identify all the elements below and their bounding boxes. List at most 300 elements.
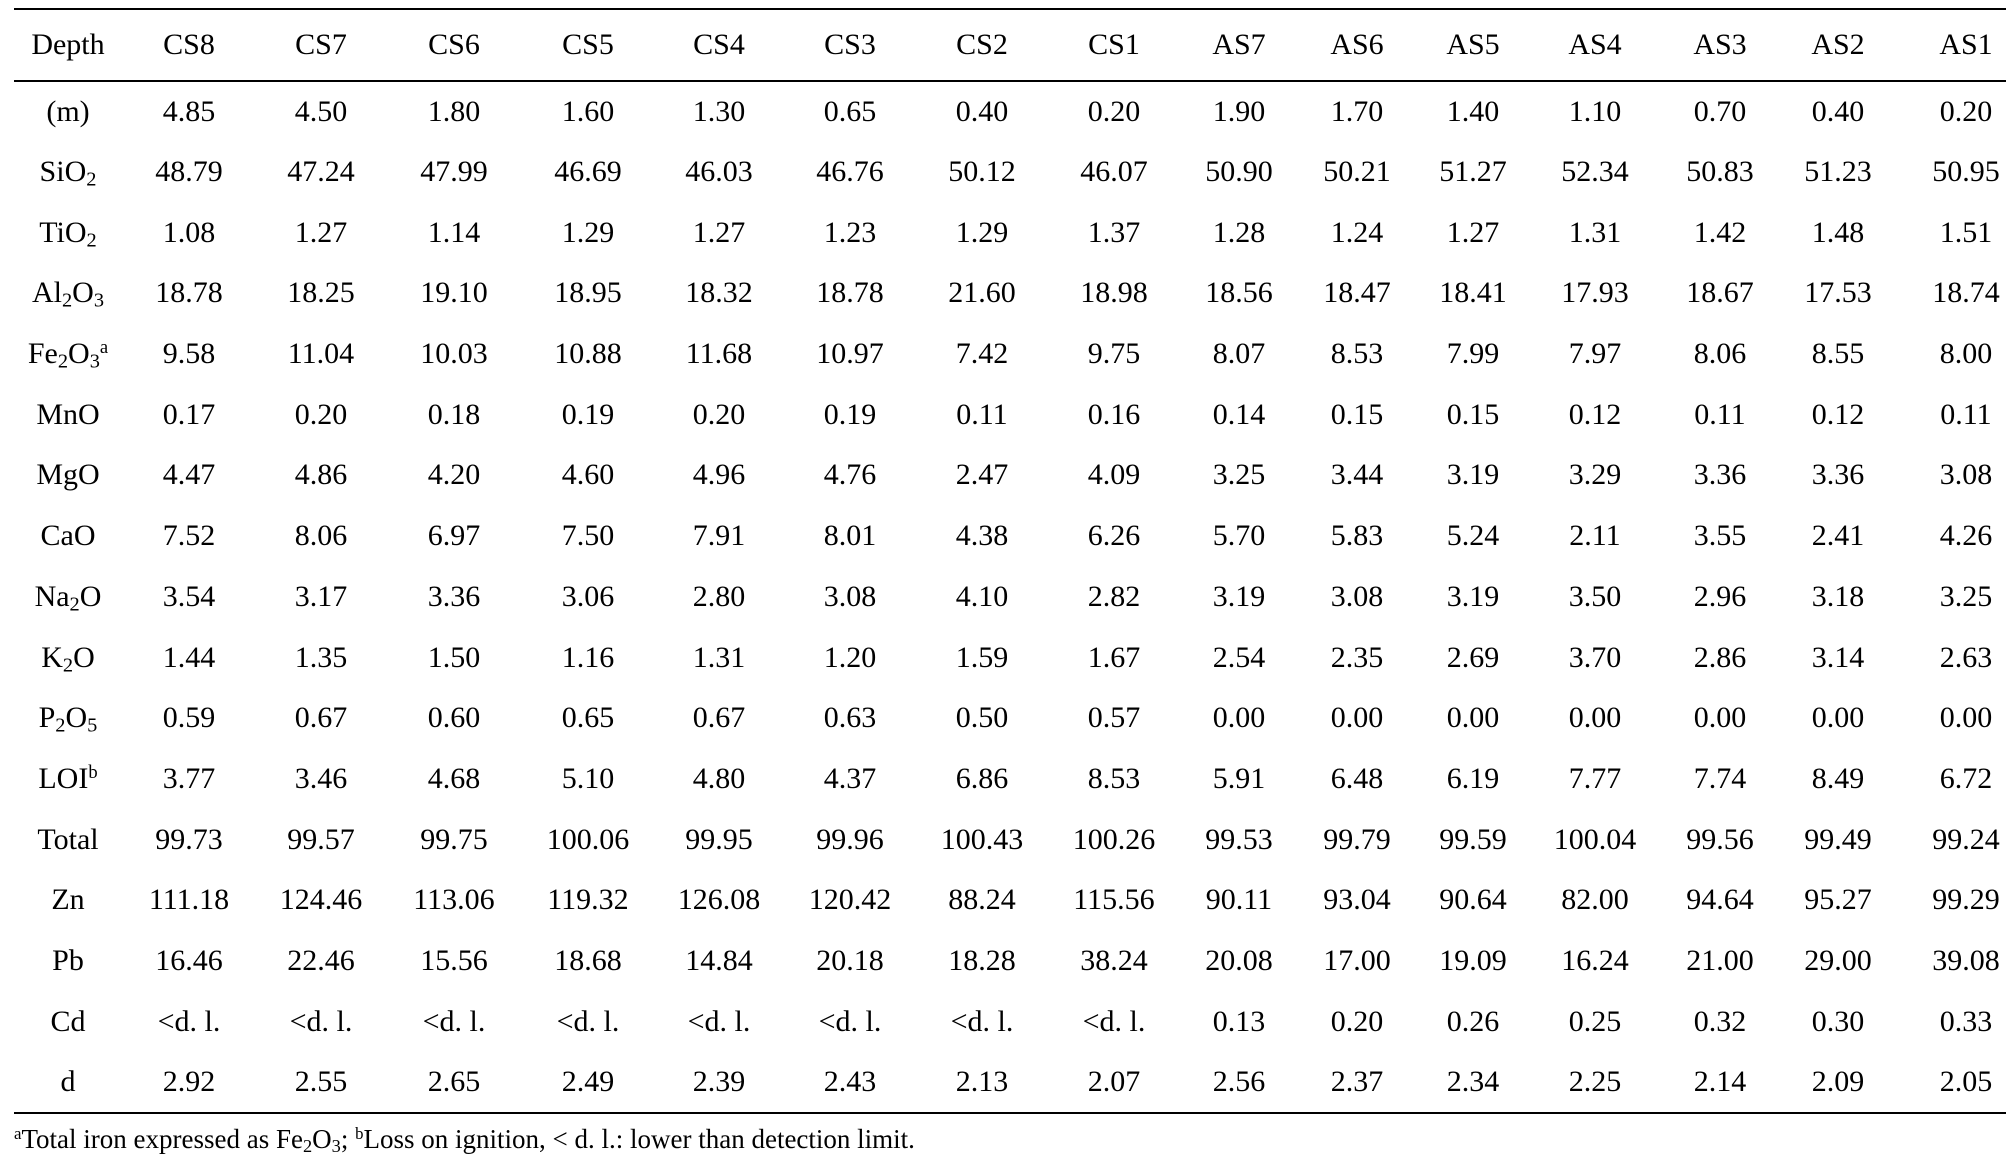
table-cell: 18.98 bbox=[1080, 276, 1148, 310]
header-sample-as3: AS3 bbox=[1660, 9, 1780, 81]
table-cell: 2.39 bbox=[654, 1052, 784, 1113]
table-cell: 0.40 bbox=[955, 94, 1009, 128]
table-cell: 1.29 bbox=[955, 215, 1009, 249]
table-cell: 99.59 bbox=[1439, 822, 1507, 856]
table-cell: 3.08 bbox=[1939, 458, 1993, 492]
text-run: O bbox=[312, 1124, 332, 1154]
table-cell: 47.99 bbox=[420, 155, 488, 189]
table-cell: 1.10 bbox=[1568, 94, 1622, 128]
table-row bbox=[14, 931, 2006, 992]
row-label bbox=[14, 263, 122, 324]
table-cell: 3.06 bbox=[561, 579, 615, 613]
table-cell: 2.25 bbox=[1530, 1052, 1660, 1113]
text-run: SiO bbox=[39, 155, 87, 189]
table-cell: 0.26 bbox=[1446, 1004, 1500, 1038]
table-cell: 99.49 bbox=[1804, 822, 1872, 856]
table-cell: 0.70 bbox=[1693, 94, 1747, 128]
subscript: 2 bbox=[61, 289, 73, 312]
table-row bbox=[14, 506, 2006, 567]
table-row bbox=[14, 749, 2006, 810]
text-run: LOI bbox=[38, 761, 89, 795]
table-cell: 0.13 bbox=[1212, 1004, 1266, 1038]
table-cell: 2.41 bbox=[1811, 519, 1865, 553]
subscript: 3 bbox=[331, 1136, 341, 1157]
subscript: 2 bbox=[69, 593, 80, 616]
table-cell: 4.96 bbox=[692, 458, 746, 492]
table-cell: 4.09 bbox=[1087, 458, 1141, 492]
table-cell: 99.73 bbox=[155, 822, 223, 856]
header-sample-as2: AS2 bbox=[1780, 9, 1896, 81]
table-cell: 8.07 bbox=[1212, 337, 1266, 371]
table-cell: 95.27 bbox=[1804, 883, 1872, 917]
text-run: O bbox=[73, 640, 95, 674]
row-label bbox=[14, 688, 122, 749]
table-cell: 3.44 bbox=[1330, 458, 1384, 492]
table-cell: 2.54 bbox=[1212, 640, 1266, 674]
table-cell: 1.24 bbox=[1330, 215, 1384, 249]
table-cell: 0.57 bbox=[1087, 701, 1141, 735]
table-cell: 0.17 bbox=[162, 397, 216, 431]
row-label bbox=[14, 324, 122, 385]
table-row bbox=[14, 1052, 2006, 1113]
table-cell: 17.93 bbox=[1561, 276, 1629, 310]
table-cell: 0.12 bbox=[1811, 397, 1865, 431]
table-cell: 18.25 bbox=[287, 276, 355, 310]
table-cell: 100.06 bbox=[546, 822, 630, 856]
table-cell: 8.53 bbox=[1087, 761, 1141, 795]
table-row bbox=[14, 81, 2006, 142]
table-cell: 18.47 bbox=[1323, 276, 1391, 310]
table-cell: 120.42 bbox=[808, 883, 892, 917]
table-cell: 0.00 bbox=[1939, 701, 1993, 735]
table-cell: 29.00 bbox=[1804, 943, 1872, 977]
table-cell: 4.60 bbox=[561, 458, 615, 492]
table-cell: 5.70 bbox=[1212, 519, 1266, 553]
table-row bbox=[14, 627, 2006, 688]
table-cell: 100.26 bbox=[1072, 822, 1156, 856]
table-cell: 2.09 bbox=[1780, 1052, 1896, 1113]
table-cell: 21.00 bbox=[1686, 943, 1754, 977]
table-cell: 3.25 bbox=[1212, 458, 1266, 492]
table-cell: 8.01 bbox=[823, 519, 877, 553]
table-cell: 90.11 bbox=[1205, 883, 1273, 917]
table-cell: 0.20 bbox=[1939, 94, 1993, 128]
table-cell: 0.67 bbox=[294, 701, 348, 735]
row-label bbox=[14, 202, 122, 263]
table-cell: 2.47 bbox=[955, 458, 1009, 492]
text-run: Total iron expressed as Fe bbox=[21, 1124, 303, 1154]
table-cell: 18.78 bbox=[816, 276, 884, 310]
subscript: 3 bbox=[93, 289, 105, 312]
table-cell: 1.14 bbox=[427, 215, 481, 249]
table-cell: 5.83 bbox=[1330, 519, 1384, 553]
table-cell: 0.11 bbox=[1940, 397, 1992, 431]
table-cell: 50.21 bbox=[1323, 155, 1391, 189]
table-cell: 99.56 bbox=[1686, 822, 1754, 856]
table-cell: 2.49 bbox=[522, 1052, 654, 1113]
row-label bbox=[14, 870, 122, 931]
table-cell: 0.00 bbox=[1212, 701, 1266, 735]
table-cell: 8.06 bbox=[294, 519, 348, 553]
table-cell: 0.14 bbox=[1212, 397, 1266, 431]
table-cell: 7.52 bbox=[162, 519, 216, 553]
table-cell: 1.27 bbox=[1446, 215, 1500, 249]
table-cell: 8.00 bbox=[1939, 337, 1993, 371]
table-cell: 2.11 bbox=[1569, 519, 1621, 553]
table-cell: 50.90 bbox=[1205, 155, 1273, 189]
table-cell: 2.80 bbox=[692, 579, 746, 613]
table-cell: 2.92 bbox=[122, 1052, 256, 1113]
table-cell: 0.18 bbox=[427, 397, 481, 431]
table-cell: 0.19 bbox=[561, 397, 615, 431]
table-cell: 2.05 bbox=[1896, 1052, 2006, 1113]
table-cell: 6.97 bbox=[427, 519, 481, 553]
table-cell: 100.43 bbox=[940, 822, 1024, 856]
header-sample-cs7: CS7 bbox=[256, 9, 386, 81]
table-cell: 93.04 bbox=[1323, 883, 1391, 917]
table-cell: 7.42 bbox=[955, 337, 1009, 371]
row-label bbox=[14, 506, 122, 567]
table-cell: 7.77 bbox=[1568, 761, 1622, 795]
header-depth: Depth bbox=[14, 9, 122, 81]
table-cell: 3.70 bbox=[1568, 640, 1622, 674]
table-cell: 3.29 bbox=[1568, 458, 1622, 492]
table-cell: 18.68 bbox=[554, 943, 622, 977]
row-label bbox=[14, 384, 122, 445]
table-cell: 1.30 bbox=[692, 94, 746, 128]
subscript: 2 bbox=[57, 350, 69, 373]
row-label bbox=[14, 627, 122, 688]
table-cell: 1.48 bbox=[1811, 215, 1865, 249]
header-sample-as7: AS7 bbox=[1180, 9, 1298, 81]
table-cell: 3.18 bbox=[1811, 579, 1865, 613]
table-cell: <d. l. bbox=[556, 1004, 620, 1038]
table-cell: 48.79 bbox=[155, 155, 223, 189]
table-cell: 50.83 bbox=[1686, 155, 1754, 189]
table-cell: 3.77 bbox=[162, 761, 216, 795]
table-cell: 0.32 bbox=[1693, 1004, 1747, 1038]
row-label bbox=[14, 809, 122, 870]
table-cell: 19.09 bbox=[1439, 943, 1507, 977]
table-cell: 1.35 bbox=[294, 640, 348, 674]
table-cell: 18.56 bbox=[1205, 276, 1273, 310]
table-cell: 0.60 bbox=[427, 701, 481, 735]
table-cell: 1.27 bbox=[294, 215, 348, 249]
table-cell: 3.25 bbox=[1939, 579, 1993, 613]
table-row bbox=[14, 202, 2006, 263]
table-cell: 0.20 bbox=[1087, 94, 1141, 128]
table-cell: 1.70 bbox=[1330, 94, 1384, 128]
row-label bbox=[14, 567, 122, 628]
table-cell: 1.40 bbox=[1446, 94, 1500, 128]
table-cell: 119.32 bbox=[547, 883, 629, 917]
table-cell: 15.56 bbox=[420, 943, 488, 977]
header-sample-cs1: CS1 bbox=[1048, 9, 1180, 81]
table-cell: 1.60 bbox=[561, 94, 615, 128]
table-cell: 1.67 bbox=[1087, 640, 1141, 674]
subscript: 3 bbox=[89, 350, 100, 373]
table-cell: 3.54 bbox=[162, 579, 216, 613]
table-cell: 99.95 bbox=[685, 822, 753, 856]
table-cell: 39.08 bbox=[1932, 943, 2000, 977]
row-label bbox=[14, 991, 122, 1052]
row-label bbox=[14, 445, 122, 506]
table-cell: 1.08 bbox=[162, 215, 216, 249]
table-header-row bbox=[14, 9, 2006, 81]
table-cell: 0.00 bbox=[1568, 701, 1622, 735]
header-sample-as6: AS6 bbox=[1298, 9, 1416, 81]
table-cell: 4.47 bbox=[162, 458, 216, 492]
table-footnote bbox=[14, 1124, 915, 1155]
table-cell: 3.19 bbox=[1446, 458, 1500, 492]
table-cell: 4.37 bbox=[823, 761, 877, 795]
subscript: 2 bbox=[86, 168, 97, 191]
table-cell: 100.04 bbox=[1553, 822, 1637, 856]
table-cell: 2.07 bbox=[1048, 1052, 1180, 1113]
table-cell: 21.60 bbox=[948, 276, 1016, 310]
table-row bbox=[14, 809, 2006, 870]
table-cell: 18.28 bbox=[948, 943, 1016, 977]
table-cell: 1.90 bbox=[1212, 94, 1266, 128]
table-cell: 0.25 bbox=[1568, 1004, 1622, 1038]
text-run: ; bbox=[340, 1124, 356, 1154]
table-cell: <d. l. bbox=[950, 1004, 1014, 1038]
header-sample-cs3: CS3 bbox=[784, 9, 916, 81]
table-cell: 3.55 bbox=[1693, 519, 1747, 553]
table-cell: 18.67 bbox=[1686, 276, 1754, 310]
table-cell: 124.46 bbox=[279, 883, 363, 917]
table-cell: 0.00 bbox=[1811, 701, 1865, 735]
table-cell: 8.53 bbox=[1330, 337, 1384, 371]
table-cell: 3.19 bbox=[1212, 579, 1266, 613]
table-cell: 0.63 bbox=[823, 701, 877, 735]
table-cell: 7.99 bbox=[1446, 337, 1500, 371]
superscript: a bbox=[99, 336, 109, 358]
table-row bbox=[14, 445, 2006, 506]
table-cell: 2.14 bbox=[1660, 1052, 1780, 1113]
table-cell: 11.04 bbox=[287, 337, 355, 371]
header-sample-cs2: CS2 bbox=[916, 9, 1048, 81]
table-cell: 90.64 bbox=[1439, 883, 1507, 917]
table-cell: 19.10 bbox=[420, 276, 488, 310]
table-row bbox=[14, 991, 2006, 1052]
table-cell: 5.10 bbox=[561, 761, 615, 795]
table-cell: 6.48 bbox=[1330, 761, 1384, 795]
table-cell: 0.11 bbox=[1694, 397, 1746, 431]
table-cell: 8.06 bbox=[1693, 337, 1747, 371]
table-cell: 88.24 bbox=[948, 883, 1016, 917]
table-cell: 0.59 bbox=[162, 701, 216, 735]
table-row bbox=[14, 324, 2006, 385]
table-cell: 4.68 bbox=[427, 761, 481, 795]
table-cell: 3.08 bbox=[1330, 579, 1384, 613]
table-cell: 0.00 bbox=[1693, 701, 1747, 735]
table-cell: 1.31 bbox=[692, 640, 746, 674]
table-row bbox=[14, 870, 2006, 931]
table-cell: 0.65 bbox=[823, 94, 877, 128]
text-run: d bbox=[60, 1064, 76, 1098]
table-cell: 99.24 bbox=[1932, 822, 2000, 856]
table-cell: 7.74 bbox=[1693, 761, 1747, 795]
table-cell: 2.69 bbox=[1446, 640, 1500, 674]
table-cell: 2.55 bbox=[256, 1052, 386, 1113]
table-cell: 17.53 bbox=[1804, 276, 1872, 310]
table-cell: 7.91 bbox=[692, 519, 746, 553]
table-cell: 2.34 bbox=[1416, 1052, 1530, 1113]
table-cell: 8.49 bbox=[1811, 761, 1865, 795]
table-cell: 10.03 bbox=[420, 337, 488, 371]
table-cell: 111.18 bbox=[148, 883, 230, 917]
table-cell: 1.16 bbox=[561, 640, 615, 674]
table-cell: 3.36 bbox=[1811, 458, 1865, 492]
table-cell: 99.75 bbox=[420, 822, 488, 856]
table-cell: 0.00 bbox=[1446, 701, 1500, 735]
table-cell: 2.13 bbox=[916, 1052, 1048, 1113]
table-cell: 6.26 bbox=[1087, 519, 1141, 553]
superscript: a bbox=[14, 1123, 22, 1143]
table-cell: 2.43 bbox=[784, 1052, 916, 1113]
table-cell: 3.14 bbox=[1811, 640, 1865, 674]
table-cell: <d. l. bbox=[687, 1004, 751, 1038]
table-cell: 2.63 bbox=[1939, 640, 1993, 674]
table-cell: 2.56 bbox=[1180, 1052, 1298, 1113]
table-cell: 0.50 bbox=[955, 701, 1009, 735]
table-cell: 20.08 bbox=[1205, 943, 1273, 977]
table-cell: 99.57 bbox=[287, 822, 355, 856]
table-cell: 47.24 bbox=[287, 155, 355, 189]
table-cell: 1.28 bbox=[1212, 215, 1266, 249]
text-run: MnO bbox=[36, 397, 100, 431]
table-cell: 1.50 bbox=[427, 640, 481, 674]
table-cell: 0.19 bbox=[823, 397, 877, 431]
table-cell: 51.23 bbox=[1804, 155, 1872, 189]
table-cell: 0.40 bbox=[1811, 94, 1865, 128]
text-run: Fe bbox=[27, 337, 58, 371]
table-cell: 9.75 bbox=[1087, 337, 1141, 371]
superscript: b bbox=[355, 1123, 364, 1143]
table-cell: 0.67 bbox=[692, 701, 746, 735]
table-cell: 1.59 bbox=[955, 640, 1009, 674]
text-run: O bbox=[65, 701, 88, 735]
row-label bbox=[14, 1052, 122, 1113]
table-cell: 82.00 bbox=[1561, 883, 1629, 917]
table-cell: 3.19 bbox=[1446, 579, 1500, 613]
subscript: 2 bbox=[62, 654, 74, 677]
table-cell: 2.65 bbox=[386, 1052, 522, 1113]
table-cell: 0.30 bbox=[1811, 1004, 1865, 1038]
table-row bbox=[14, 688, 2006, 749]
table-cell: 1.20 bbox=[823, 640, 877, 674]
table-cell: 6.19 bbox=[1446, 761, 1500, 795]
table-cell: 3.17 bbox=[294, 579, 348, 613]
table-row bbox=[14, 142, 2006, 203]
table-cell: 0.11 bbox=[956, 397, 1008, 431]
table-cell: 9.58 bbox=[162, 337, 216, 371]
table-cell: 5.91 bbox=[1212, 761, 1266, 795]
header-sample-cs4: CS4 bbox=[654, 9, 784, 81]
table-cell: 0.16 bbox=[1087, 397, 1141, 431]
table-cell: 3.50 bbox=[1568, 579, 1622, 613]
text-run: Loss on ignition, < d. l.: lower than detection limit. bbox=[363, 1124, 915, 1154]
table-cell: 6.72 bbox=[1939, 761, 1993, 795]
row-label bbox=[14, 81, 122, 142]
table-cell: 0.20 bbox=[1330, 1004, 1384, 1038]
table-cell: 22.46 bbox=[287, 943, 355, 977]
table-cell: <d. l. bbox=[289, 1004, 353, 1038]
table-cell: 11.68 bbox=[685, 337, 753, 371]
table-cell: 17.00 bbox=[1323, 943, 1391, 977]
table-cell: 4.85 bbox=[162, 94, 216, 128]
table-cell: 10.97 bbox=[816, 337, 884, 371]
table-cell: 99.29 bbox=[1932, 883, 2000, 917]
table-cell: 94.64 bbox=[1686, 883, 1754, 917]
table-cell: 46.69 bbox=[554, 155, 622, 189]
header-sample-as1: AS1 bbox=[1896, 9, 2006, 81]
table-cell: 3.36 bbox=[1693, 458, 1747, 492]
table-cell: 18.78 bbox=[155, 276, 223, 310]
table-row bbox=[14, 384, 2006, 445]
table-cell: 3.08 bbox=[823, 579, 877, 613]
table-cell: 7.97 bbox=[1568, 337, 1622, 371]
header-sample-as5: AS5 bbox=[1416, 9, 1530, 81]
text-run: Total bbox=[37, 822, 99, 856]
text-run: P bbox=[38, 701, 56, 735]
table-cell: 0.65 bbox=[561, 701, 615, 735]
table-body bbox=[14, 81, 2006, 1113]
table-cell: 1.42 bbox=[1693, 215, 1747, 249]
table-cell: 2.96 bbox=[1693, 579, 1747, 613]
subscript: 2 bbox=[86, 229, 97, 252]
table-cell: 0.12 bbox=[1568, 397, 1622, 431]
table-cell: 0.33 bbox=[1939, 1004, 1993, 1038]
table-cell: 1.29 bbox=[561, 215, 615, 249]
composition-table bbox=[14, 8, 2006, 1114]
header-sample-cs8: CS8 bbox=[122, 9, 256, 81]
subscript: 2 bbox=[302, 1136, 313, 1157]
table-cell: 7.50 bbox=[561, 519, 615, 553]
table-cell: 3.36 bbox=[427, 579, 481, 613]
table-cell: 16.46 bbox=[155, 943, 223, 977]
text-run: O bbox=[68, 337, 90, 371]
table-cell: 4.80 bbox=[692, 761, 746, 795]
table-cell: 6.86 bbox=[955, 761, 1009, 795]
table-cell: 4.76 bbox=[823, 458, 877, 492]
table-cell: 20.18 bbox=[816, 943, 884, 977]
table-cell: 2.35 bbox=[1330, 640, 1384, 674]
table-cell: <d. l. bbox=[818, 1004, 882, 1038]
superscript: b bbox=[88, 761, 98, 783]
table-cell: 0.20 bbox=[692, 397, 746, 431]
table-cell: 46.07 bbox=[1080, 155, 1148, 189]
table-cell: 0.15 bbox=[1446, 397, 1500, 431]
table-cell: 4.38 bbox=[955, 519, 1009, 553]
table-cell: 18.41 bbox=[1439, 276, 1507, 310]
table-cell: 2.82 bbox=[1087, 579, 1141, 613]
table-cell: 1.51 bbox=[1939, 215, 1993, 249]
header-sample-cs5: CS5 bbox=[522, 9, 654, 81]
table-cell: 99.79 bbox=[1323, 822, 1391, 856]
table-cell: 16.24 bbox=[1561, 943, 1629, 977]
header-sample-cs6: CS6 bbox=[386, 9, 522, 81]
table-cell: <d. l. bbox=[422, 1004, 486, 1038]
text-run: O bbox=[72, 276, 94, 310]
table-cell: 51.27 bbox=[1439, 155, 1507, 189]
table-cell: 5.24 bbox=[1446, 519, 1500, 553]
text-run: MgO bbox=[36, 458, 100, 492]
subscript: 5 bbox=[87, 714, 98, 737]
table-cell: 1.27 bbox=[692, 215, 746, 249]
table-cell: 2.37 bbox=[1298, 1052, 1416, 1113]
